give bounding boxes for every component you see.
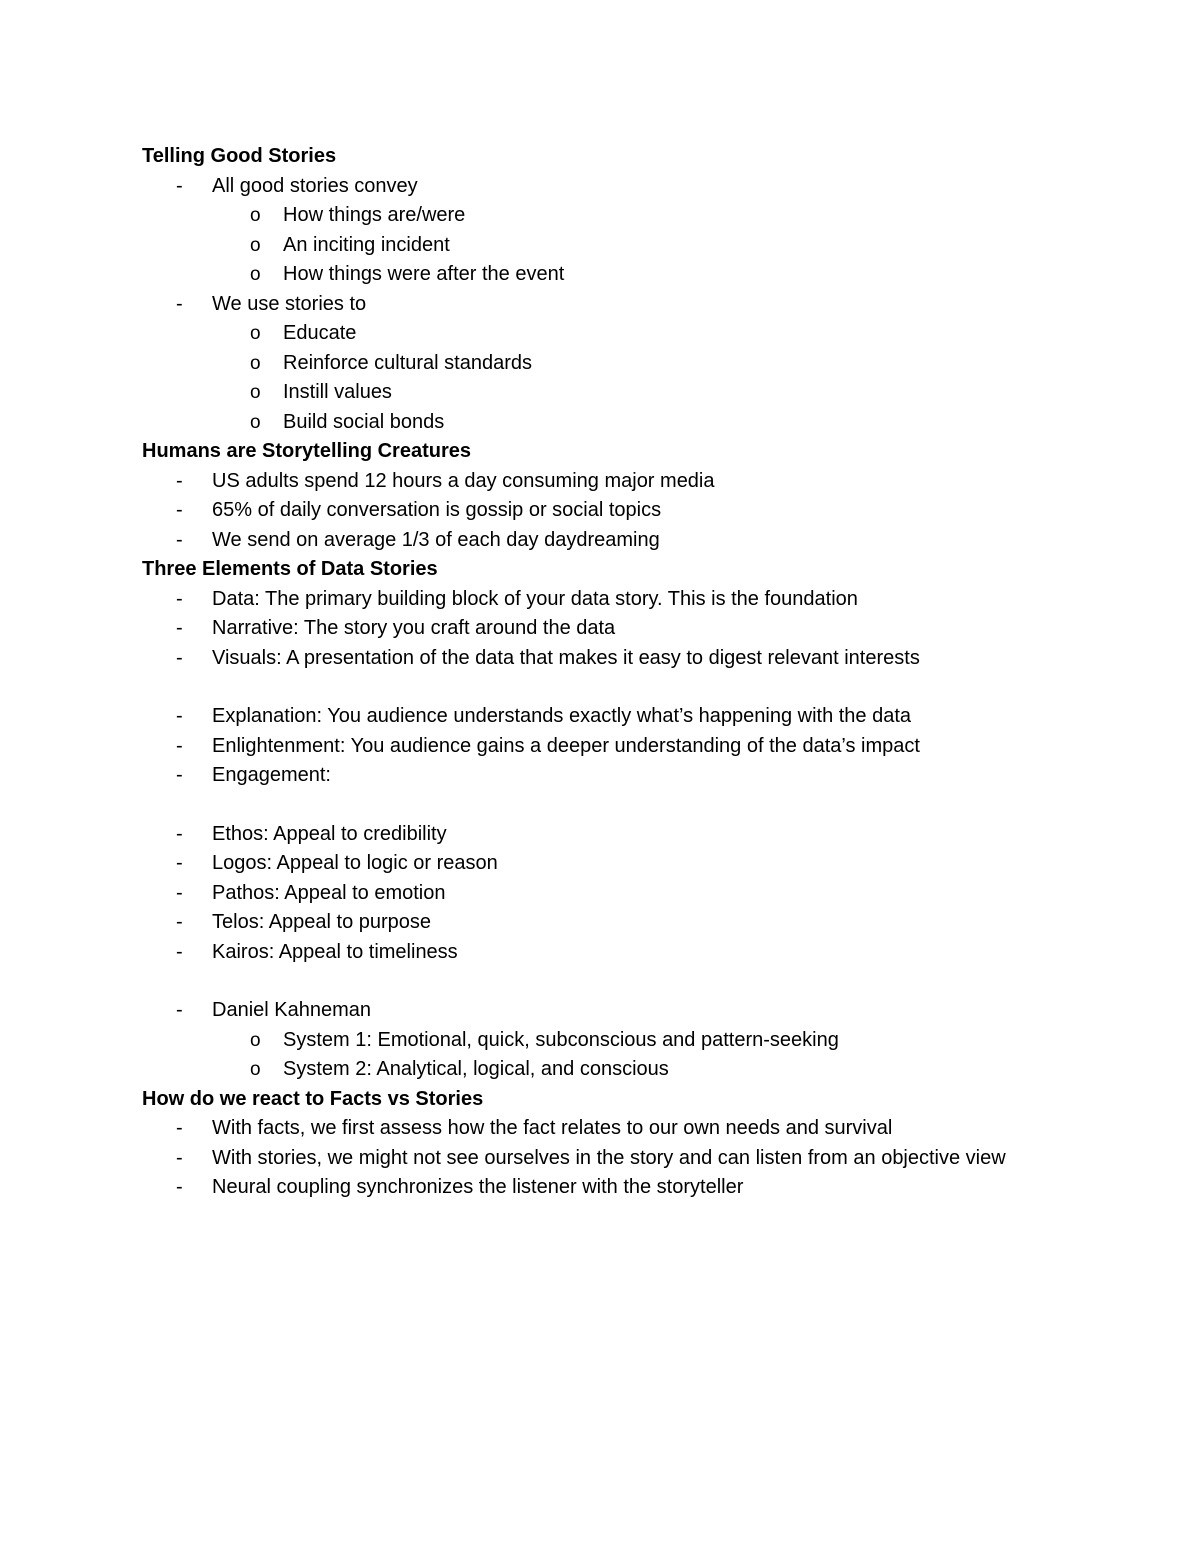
list-item <box>142 467 1042 497</box>
section-heading: How do we react to Facts vs Stories <box>142 1087 484 1110</box>
blank-line <box>142 673 1042 702</box>
list-item <box>142 1114 1042 1144</box>
list-item-text: With stories, we might not see ourselves in the story and can listen from an objective view <box>212 1146 1006 1169</box>
dash-bullet: - <box>176 999 183 1021</box>
circle-bullet: o <box>250 1029 261 1051</box>
sub-list-item <box>142 231 1042 261</box>
dash-bullet: - <box>176 881 183 904</box>
list-item-text: Data: The primary building block of your data story. This is the foundation <box>212 587 858 610</box>
list-item <box>142 820 1042 850</box>
sub-list-item-text: Build social bonds <box>283 410 445 433</box>
list-item-text: Explanation: You audience understands exactly what’s happening with the data <box>212 705 912 727</box>
list-item-text: We use stories to <box>212 292 367 315</box>
blank-line <box>142 967 1042 996</box>
sub-list-item-text: System 2: Analytical, logical, and conscious <box>283 1058 669 1080</box>
list-item-text: Logos: Appeal to logic or reason <box>212 852 498 874</box>
list-item <box>142 172 1042 202</box>
list-item <box>142 732 1042 762</box>
list-item-text: Kairos: Appeal to timeliness <box>212 940 458 963</box>
list-item-text: Telos: Appeal to purpose <box>212 911 432 933</box>
dash-bullet: - <box>176 911 183 933</box>
list-item-text: US adults spend 12 hours a day consuming major media <box>212 469 715 492</box>
section-heading: Three Elements of Data Stories <box>142 558 438 580</box>
sub-list-item <box>142 319 1042 349</box>
dash-bullet: - <box>176 940 183 963</box>
circle-bullet: o <box>250 1059 261 1080</box>
circle-bullet: o <box>250 352 261 374</box>
sub-list-item <box>142 408 1042 438</box>
list-item <box>142 496 1042 526</box>
list-item-text: Pathos: Appeal to emotion <box>212 881 446 904</box>
dash-bullet: - <box>176 764 183 786</box>
list-item <box>142 702 1042 732</box>
dash-bullet: - <box>176 822 183 845</box>
circle-bullet: o <box>250 411 261 433</box>
sub-list-item <box>142 1055 1042 1085</box>
circle-bullet: o <box>250 323 261 344</box>
dash-bullet: - <box>176 587 183 610</box>
list-item <box>142 1144 1042 1174</box>
dash-bullet: - <box>176 617 183 639</box>
list-item <box>142 614 1042 644</box>
sub-list-item-text: How things were after the event <box>283 263 565 285</box>
list-item <box>142 849 1042 879</box>
list-item-text: Ethos: Appeal to credibility <box>212 822 447 845</box>
list-item <box>142 761 1042 791</box>
dash-bullet: - <box>176 646 183 669</box>
dash-bullet: - <box>176 292 183 315</box>
list-item <box>142 996 1042 1026</box>
dash-bullet: - <box>176 705 183 727</box>
circle-bullet: o <box>250 382 261 403</box>
list-item-text: Enlightenment: You audience gains a deeper understanding of the data’s impact <box>212 734 920 757</box>
list-item <box>142 526 1042 556</box>
blank-line <box>142 791 1042 820</box>
list-item-text: Neural coupling synchronizes the listener with the storyteller <box>212 1176 744 1198</box>
list-item-text: With facts, we first assess how the fact relates to our own needs and survival <box>212 1117 893 1139</box>
list-item-text: Engagement: <box>212 764 331 786</box>
sub-list-item-text: How things are/were <box>283 204 466 226</box>
dash-bullet: - <box>176 1146 183 1169</box>
list-item <box>142 879 1042 909</box>
dash-bullet: - <box>176 469 183 492</box>
sub-list-item-text: Instill values <box>283 381 392 403</box>
list-item <box>142 938 1042 968</box>
document-body <box>142 142 1042 1203</box>
list-item <box>142 585 1042 615</box>
list-item-text: 65% of daily conversation is gossip or social topics <box>212 499 662 521</box>
sub-list-item <box>142 1026 1042 1056</box>
list-item <box>142 908 1042 938</box>
list-item-text: Narrative: The story you craft around the data <box>212 617 616 639</box>
sub-list-item <box>142 201 1042 231</box>
circle-bullet: o <box>250 234 261 256</box>
dash-bullet: - <box>176 528 183 551</box>
sub-list-item-text: An inciting incident <box>283 233 450 256</box>
sub-list-item <box>142 260 1042 290</box>
dash-bullet: - <box>176 174 183 197</box>
list-item-text: All good stories convey <box>212 174 418 197</box>
list-item-text: Visuals: A presentation of the data that makes it easy to digest relevant interests <box>212 646 920 669</box>
dash-bullet: - <box>176 1117 183 1139</box>
list-item-text: Daniel Kahneman <box>212 999 371 1021</box>
section-heading: Humans are Storytelling Creatures <box>142 440 471 462</box>
list-item <box>142 644 1042 674</box>
section-heading: Telling Good Stories <box>142 145 337 167</box>
circle-bullet: o <box>250 264 261 285</box>
dash-bullet: - <box>176 1176 183 1198</box>
circle-bullet: o <box>250 205 261 226</box>
sub-list-item-text: System 1: Emotional, quick, subconscious and pattern-seeking <box>283 1028 839 1051</box>
sub-list-item-text: Reinforce cultural standards <box>283 351 533 374</box>
dash-bullet: - <box>176 499 183 521</box>
list-item-text: We send on average 1/3 of each day daydreaming <box>212 528 660 551</box>
list-item <box>142 290 1042 320</box>
sub-list-item <box>142 349 1042 379</box>
dash-bullet: - <box>176 852 183 874</box>
sub-list-item <box>142 378 1042 408</box>
dash-bullet: - <box>176 734 183 757</box>
list-item <box>142 1173 1042 1203</box>
sub-list-item-text: Educate <box>283 322 357 344</box>
